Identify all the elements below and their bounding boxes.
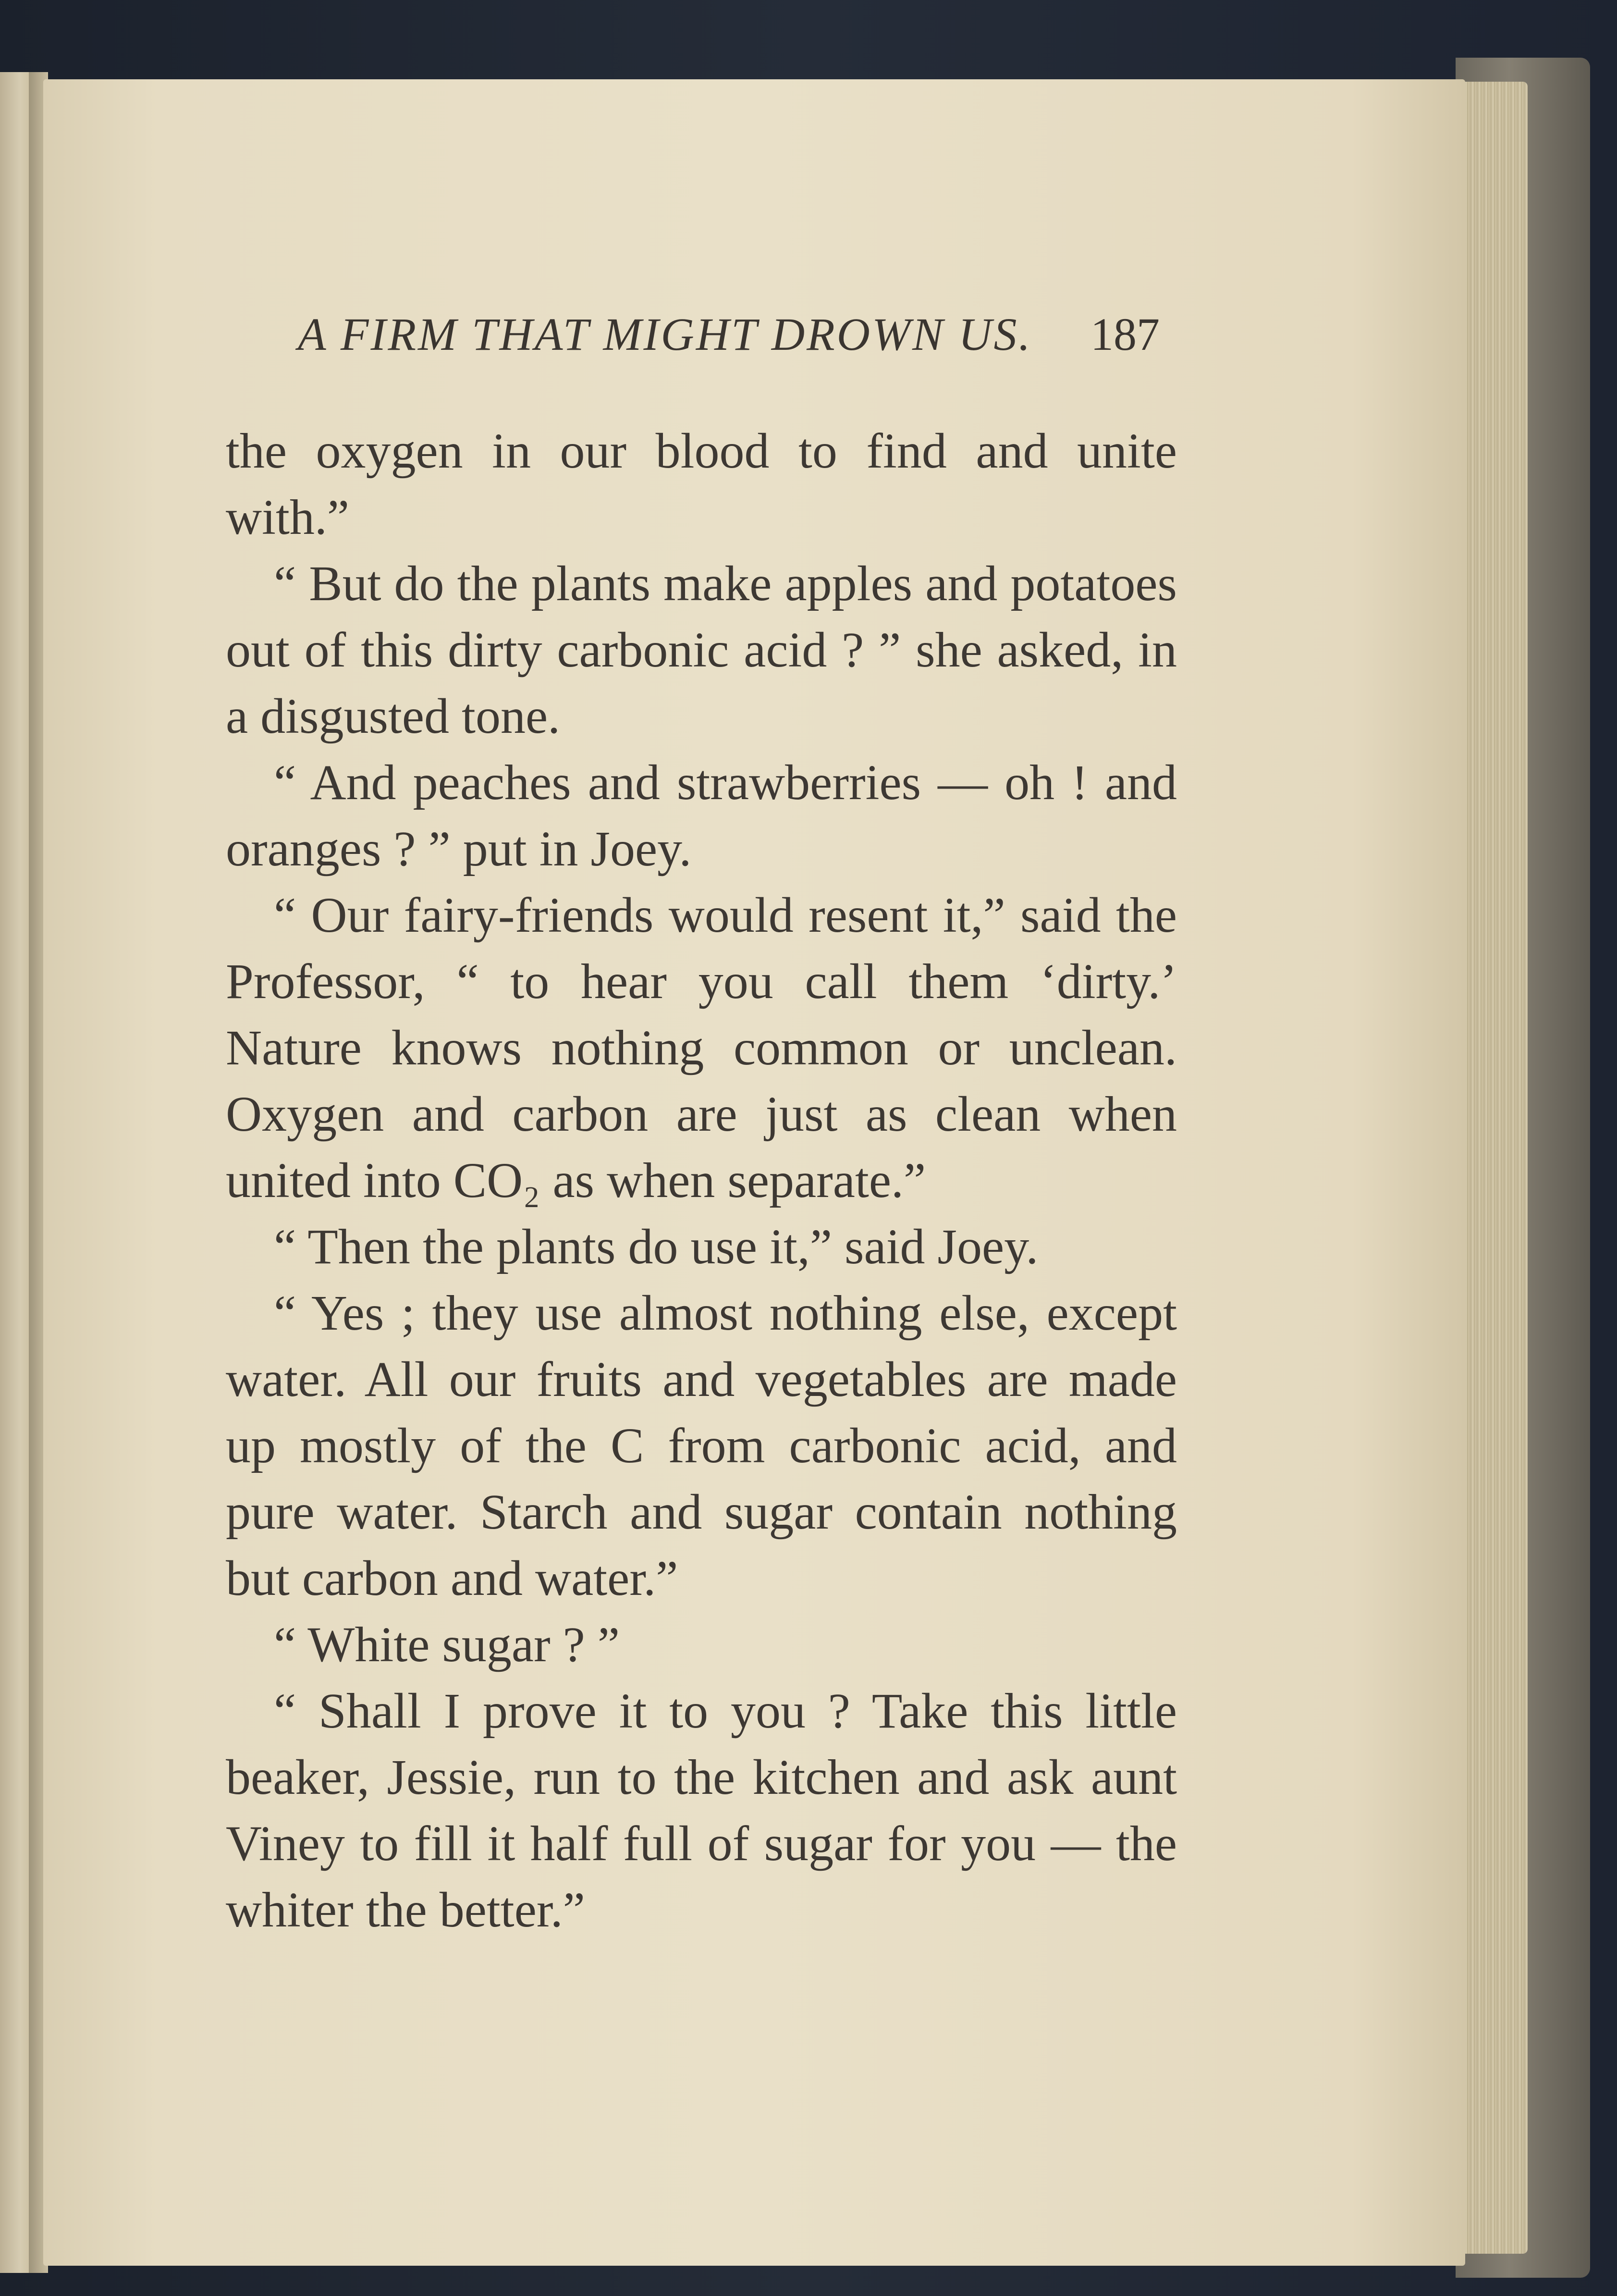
paragraph: “ Yes ; they use almost nothing else, except water. All our fruits and vegetables are made up mostly of the C from carbonic acid, and pure water. Starch and sugar contain nothing but carbon and water.” [226, 1285, 1177, 1606]
paragraph: “ But do the plants make apples and potatoes out of this dirty carbonic acid ? ” she asked, in a disgusted tone. [226, 556, 1177, 744]
page-number: 187 [1090, 309, 1160, 360]
paragraph: “ White sugar ? ” [274, 1617, 620, 1672]
paragraph: the oxygen in our blood to find and unite with.” [226, 423, 1177, 545]
body-text [226, 418, 1177, 1943]
paragraph: “ Our fairy-friends would resent it,” said the Professor, “ to hear you call them ‘dirty.’ Nature knows nothing common or unclean. Oxygen and carbon are just as clean when united into CO₂ as when separate.” [226, 888, 1177, 1208]
paragraph: “ Shall I prove it to you ? Take this little beaker, Jessie, run to the kitchen and ask aunt Viney to fill it half full of sugar for you — the whiter the better.” [226, 1683, 1177, 1938]
paragraph: “ Then the plants do use it,” said Joey. [274, 1219, 1039, 1274]
running-head: A FIRM THAT MIGHT DROWN US. [298, 309, 1032, 360]
paragraph: “ And peaches and strawberries — oh ! and oranges ? ” put in Joey. [226, 755, 1177, 876]
